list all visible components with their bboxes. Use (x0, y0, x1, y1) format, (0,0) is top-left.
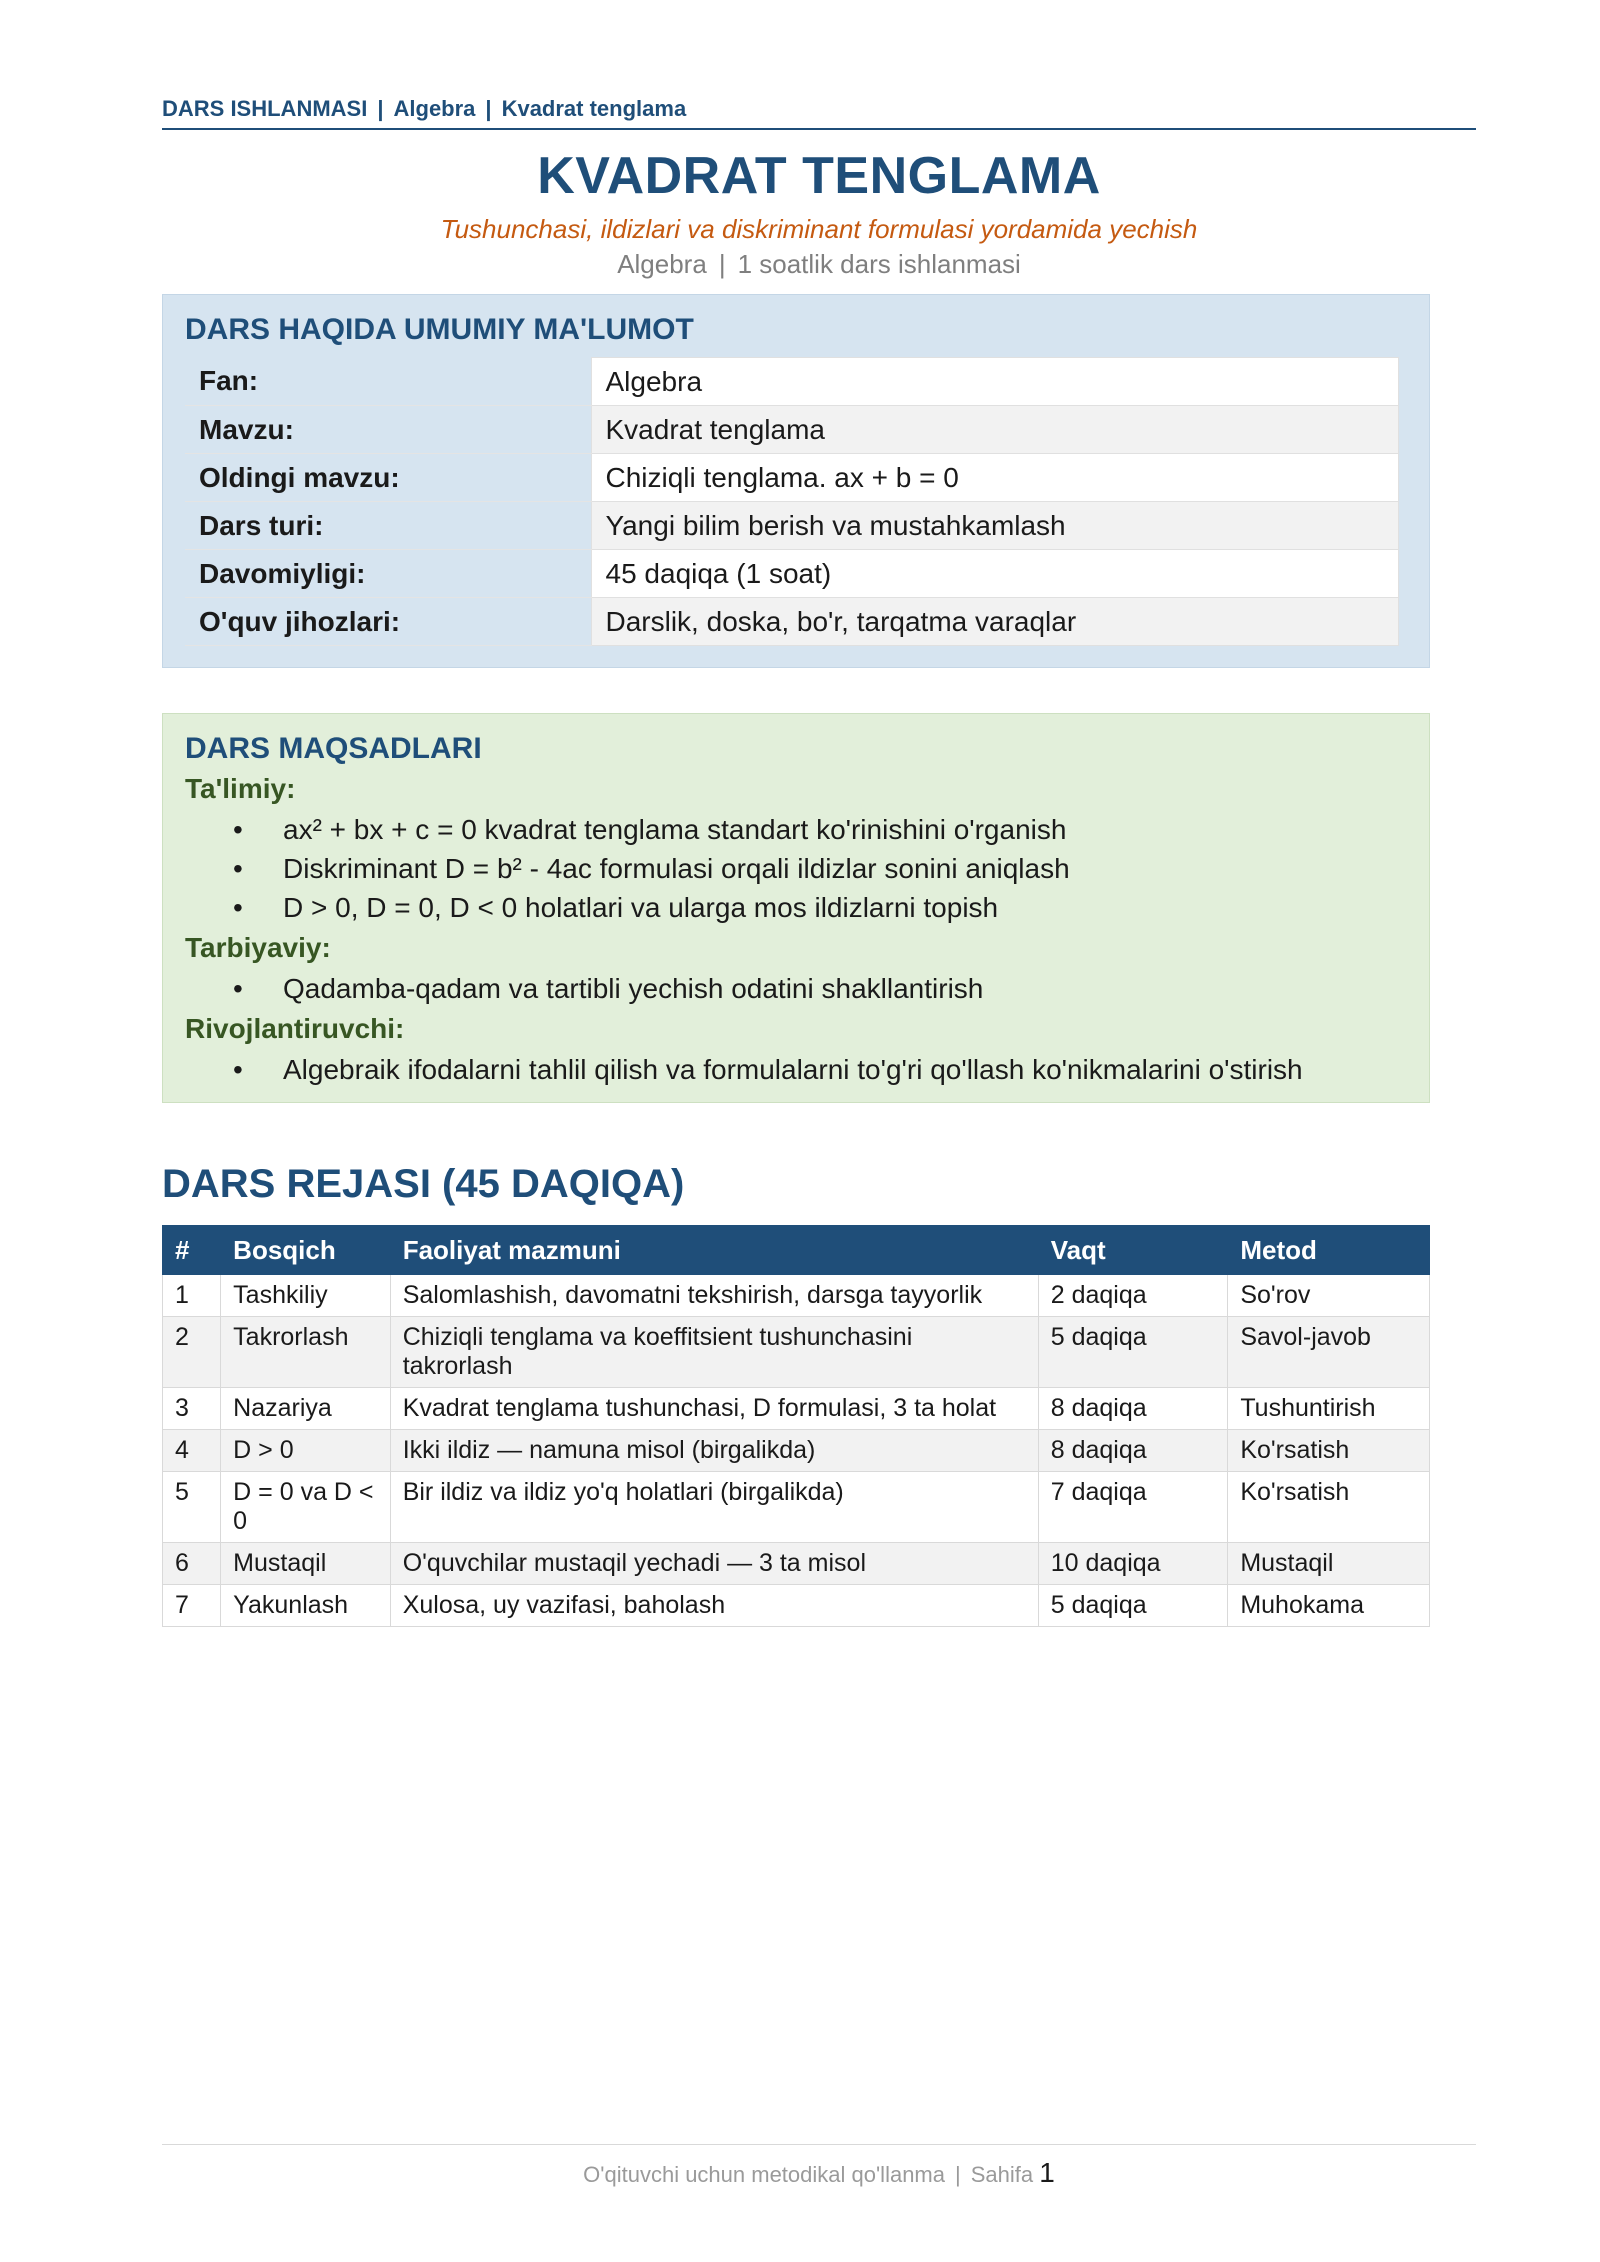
plan-cell: Tushuntirish (1228, 1388, 1430, 1430)
goal-item: • Algebraik ifodalarni tahlil qilish va formulalarni to'g'ri qo'llash ko'nikmalarini o'stirish (185, 1050, 1403, 1089)
meta-duration: 1 soatlik dars ishlanmasi (737, 249, 1021, 279)
footer-text: O'qituvchi uchun metodikal qo'llanma (583, 2162, 945, 2187)
plan-row (163, 1275, 1430, 1317)
plan-cell: Muhokama (1228, 1585, 1430, 1627)
info-row (185, 358, 1399, 406)
info-value: Algebra (591, 358, 1399, 406)
plan-cell: Xulosa, uy vazifasi, baholash (390, 1585, 1038, 1627)
lesson-info-box (162, 294, 1430, 668)
goal-group-label: Tarbiyaviy: (185, 932, 331, 963)
plan-cell: 2 daqiqa (1038, 1275, 1228, 1317)
meta-line (162, 249, 1476, 280)
plan-row (163, 1472, 1430, 1543)
goal-list (185, 1050, 1403, 1089)
plan-cell: Ikki ildiz — namuna misol (birgalikda) (390, 1430, 1038, 1472)
info-row (185, 502, 1399, 550)
plan-cell: Bir ildiz va ildiz yo'q holatlari (birgalikda) (390, 1472, 1038, 1543)
header-topic: Kvadrat tenglama (501, 96, 687, 121)
plan-cell: Mustaqil (1228, 1543, 1430, 1585)
info-key: Mavzu: (185, 406, 591, 454)
plan-cell: Savol-javob (1228, 1317, 1430, 1388)
plan-cell: O'quvchilar mustaqil yechadi — 3 ta misol (390, 1543, 1038, 1585)
goal-item: • Diskriminant D = b² - 4ac formulasi orqali ildizlar sonini aniqlash (185, 849, 1403, 888)
info-value: 45 daqiqa (1 soat) (591, 550, 1399, 598)
running-header (162, 96, 1476, 130)
header-subject: Algebra (393, 96, 476, 121)
plan-cell: D = 0 va D < 0 (221, 1472, 391, 1543)
plan-cell: Ko'rsatish (1228, 1430, 1430, 1472)
plan-cell: 7 (163, 1585, 221, 1627)
plan-cell: 10 daqiqa (1038, 1543, 1228, 1585)
goal-list (185, 969, 1403, 1008)
plan-cell: D > 0 (221, 1430, 391, 1472)
plan-cell: 2 (163, 1317, 221, 1388)
info-table (185, 357, 1399, 646)
plan-column-header: Bosqich (221, 1226, 391, 1275)
goal-item: • ax² + bx + c = 0 kvadrat tenglama standart ko'rinishini o'rganish (185, 810, 1403, 849)
info-value: Darslik, doska, bo'r, tarqatma varaqlar (591, 598, 1399, 646)
info-value: Kvadrat tenglama (591, 406, 1399, 454)
header-doc-type: DARS ISHLANMASI (162, 96, 368, 121)
meta-separator: | (718, 249, 726, 279)
lesson-plan-table (162, 1225, 1430, 1627)
footer-separator: | (955, 2162, 961, 2187)
goals-heading: DARS MAQSADLARI (185, 732, 482, 765)
info-key: O'quv jihozlari: (185, 598, 591, 646)
meta-subject: Algebra (617, 249, 707, 279)
plan-cell: Kvadrat tenglama tushunchasi, D formulasi, 3 ta holat (390, 1388, 1038, 1430)
info-heading: DARS HAQIDA UMUMIY MA'LUMOT (185, 313, 694, 346)
header-separator: | (377, 96, 384, 121)
plan-row (163, 1543, 1430, 1585)
plan-cell: 7 daqiqa (1038, 1472, 1228, 1543)
info-row (185, 406, 1399, 454)
info-key: Davomiyligi: (185, 550, 591, 598)
info-key: Fan: (185, 358, 591, 406)
goal-list (185, 810, 1403, 927)
plan-cell: 4 (163, 1430, 221, 1472)
goal-item: • Qadamba-qadam va tartibli yechish odatini shakllantirish (185, 969, 1403, 1008)
goals-groups (185, 770, 1403, 1089)
goal-group-label: Rivojlantiruvchi: (185, 1013, 405, 1044)
plan-cell: 8 daqiqa (1038, 1430, 1228, 1472)
plan-row (163, 1585, 1430, 1627)
plan-column-header: # (163, 1226, 221, 1275)
plan-cell: Mustaqil (221, 1543, 391, 1585)
plan-row (163, 1388, 1430, 1430)
info-value: Chiziqli tenglama. ax + b = 0 (591, 454, 1399, 502)
plan-cell: 8 daqiqa (1038, 1388, 1228, 1430)
plan-cell: 5 daqiqa (1038, 1317, 1228, 1388)
plan-column-header: Metod (1228, 1226, 1430, 1275)
goal-group-label: Ta'limiy: (185, 773, 296, 804)
plan-cell: Takrorlash (221, 1317, 391, 1388)
plan-cell: 5 daqiqa (1038, 1585, 1228, 1627)
plan-column-header: Vaqt (1038, 1226, 1228, 1275)
info-value: Yangi bilim berish va mustahkamlash (591, 502, 1399, 550)
page-footer (162, 2144, 1476, 2189)
lesson-goals-box (162, 713, 1430, 1103)
footer-page-label: Sahifa (970, 2162, 1034, 2187)
plan-cell: 1 (163, 1275, 221, 1317)
plan-cell: 5 (163, 1472, 221, 1543)
info-key: Dars turi: (185, 502, 591, 550)
page-subtitle: Tushunchasi, ildizlari va diskriminant formulasi yordamida yechish (440, 214, 1198, 244)
plan-column-header: Faoliyat mazmuni (390, 1226, 1038, 1275)
info-key: Oldingi mavzu: (185, 454, 591, 502)
plan-cell: Chiziqli tenglama va koeffitsient tushunchasini takrorlash (390, 1317, 1038, 1388)
info-row (185, 454, 1399, 502)
info-row (185, 598, 1399, 646)
plan-cell: Nazariya (221, 1388, 391, 1430)
header-separator: | (485, 96, 492, 121)
plan-heading: DARS REJASI (45 DAQIQA) (162, 1162, 685, 1206)
page-number: 1 (1039, 2157, 1055, 2188)
plan-cell: Salomlashish, davomatni tekshirish, darsga tayyorlik (390, 1275, 1038, 1317)
plan-header-row (163, 1226, 1430, 1275)
plan-cell: So'rov (1228, 1275, 1430, 1317)
plan-cell: Yakunlash (221, 1585, 391, 1627)
plan-cell: 6 (163, 1543, 221, 1585)
plan-row (163, 1317, 1430, 1388)
plan-row (163, 1430, 1430, 1472)
goal-item: • D > 0, D = 0, D < 0 holatlari va ularga mos ildizlarni topish (185, 888, 1403, 927)
info-row (185, 550, 1399, 598)
plan-cell: 3 (163, 1388, 221, 1430)
plan-cell: Ko'rsatish (1228, 1472, 1430, 1543)
page-title: KVADRAT TENGLAMA (537, 147, 1101, 205)
plan-cell: Tashkiliy (221, 1275, 391, 1317)
